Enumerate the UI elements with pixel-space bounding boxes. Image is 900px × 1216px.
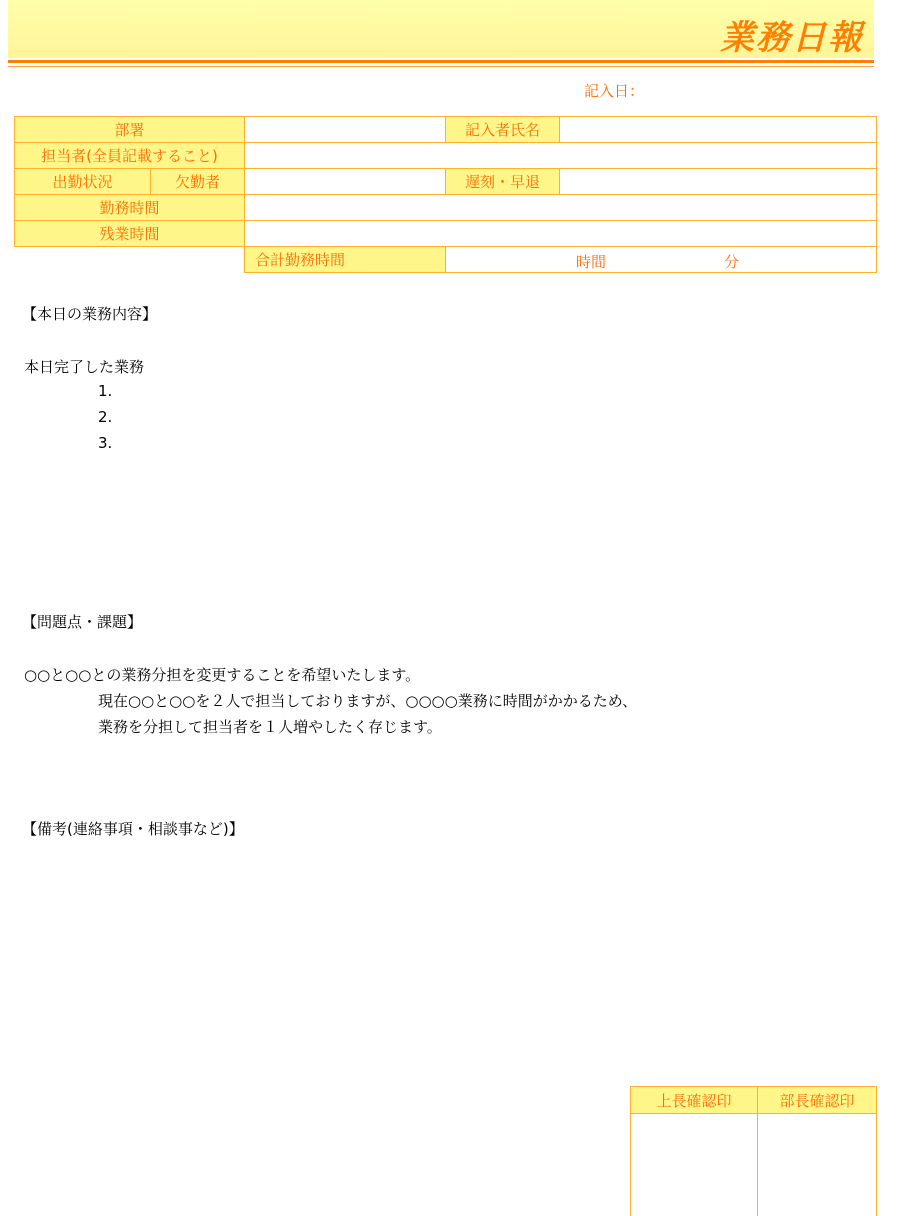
issues-line: 現在○○と○○を２人で担当しておりますが、○○○○業務に時間がかかるため、: [98, 692, 638, 710]
table-row: [15, 117, 877, 143]
blank-cell: [15, 247, 245, 273]
late-early-label: 遅刻・早退: [446, 169, 560, 195]
table-row: [15, 247, 877, 273]
table-row: [15, 143, 877, 169]
supervisor-stamp-box[interactable]: [631, 1114, 758, 1216]
issues-heading: 【問題点・課題】: [22, 613, 143, 631]
work-hours-field[interactable]: [245, 195, 877, 221]
department-label: 部署: [15, 117, 245, 143]
total-work-label: 合計勤務時間: [245, 247, 446, 273]
list-item: 2.: [98, 408, 113, 426]
approval-stamp-table: [630, 1086, 877, 1216]
table-row: [631, 1087, 877, 1114]
writer-name-field[interactable]: [560, 117, 877, 143]
manager-stamp-label: 部長確認印: [758, 1087, 877, 1114]
header-divider-thick: [8, 60, 874, 63]
page-title: 業務日報: [720, 18, 864, 58]
work-hours-label: 勤務時間: [15, 195, 245, 221]
late-early-field[interactable]: [560, 169, 877, 195]
writer-name-label: 記入者氏名: [446, 117, 560, 143]
overtime-label: 残業時間: [15, 221, 245, 247]
table-row: [15, 195, 877, 221]
entry-date-label: 記入日：: [584, 82, 645, 100]
header-divider-thin: [8, 66, 874, 67]
absentees-label: 欠勤者: [151, 169, 245, 195]
hours-unit: 時間: [576, 253, 607, 271]
list-item: 1.: [98, 382, 113, 400]
table-row: [15, 169, 877, 195]
supervisor-stamp-label: 上長確認印: [631, 1087, 758, 1114]
manager-stamp-box[interactable]: [758, 1114, 877, 1216]
table-row: [631, 1114, 877, 1216]
remarks-heading: 【備考(連絡事項・相談事など)】: [22, 820, 244, 838]
department-field[interactable]: [245, 117, 446, 143]
issues-line: 業務を分担して担当者を１人増やしたく存じます。: [98, 718, 442, 736]
work-content-heading: 【本日の業務内容】: [22, 305, 158, 323]
minutes-unit: 分: [724, 253, 740, 271]
table-row: [15, 221, 877, 247]
staff-field[interactable]: [245, 143, 877, 169]
list-item: 3.: [98, 434, 113, 452]
attendance-label: 出勤状況: [15, 169, 151, 195]
completed-work-label: 本日完了した業務: [24, 358, 145, 376]
total-work-field[interactable]: [446, 247, 877, 273]
absentees-field[interactable]: [245, 169, 446, 195]
info-table: [14, 116, 877, 273]
staff-label: 担当者(全員記載すること): [15, 143, 245, 169]
overtime-field[interactable]: [245, 221, 877, 247]
issues-line: ○○と○○との業務分担を変更することを希望いたします。: [24, 666, 421, 684]
